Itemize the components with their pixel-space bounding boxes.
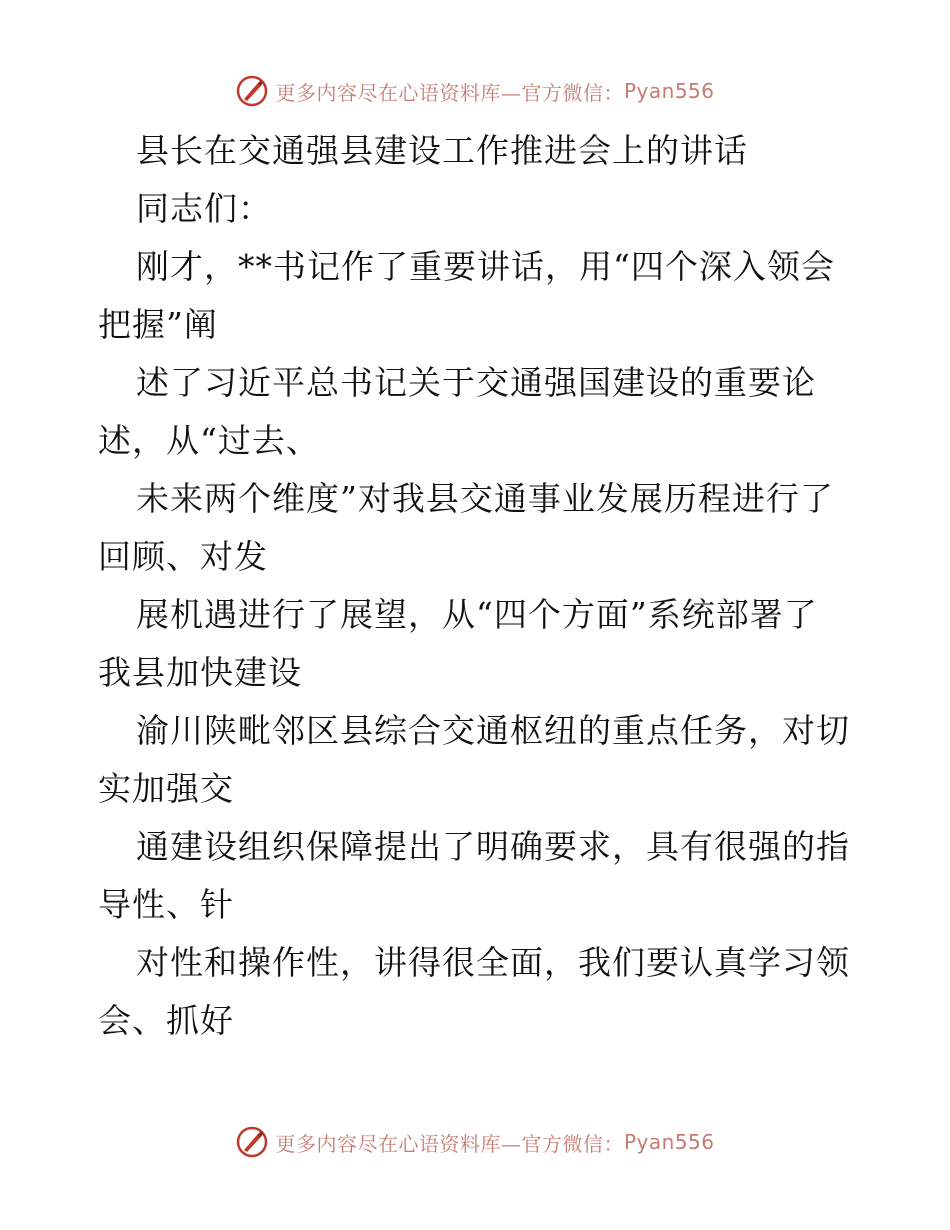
- text-line: 刚才，**书记作了重要讲话，用“四个深入领会: [136, 247, 835, 286]
- header-watermark: [0, 74, 950, 108]
- text-line: 通建设组织保障提出了明确要求，具有很强的指: [136, 827, 850, 866]
- pen-circle-logo-icon: [235, 1125, 269, 1159]
- text-line: 渝川陕毗邻区县综合交通枢纽的重点任务，对切: [136, 711, 850, 750]
- text-line: 导性、针: [98, 885, 234, 924]
- text-line: 会、抓好: [98, 1001, 234, 1040]
- text-line: 回顾、对发: [98, 537, 268, 576]
- pen-circle-logo-icon: [235, 74, 269, 108]
- banner-brand: Pyan556: [623, 1130, 715, 1154]
- document-title: 县长在交通强县建设工作推进会上的讲话: [136, 131, 748, 170]
- text-line: 实加强交: [98, 769, 234, 808]
- banner-text: 更多内容尽在心语资料库—官方微信：: [275, 1131, 624, 1156]
- text-line: 述了习近平总书记关于交通强国建设的重要论: [136, 363, 816, 402]
- banner-brand: Pyan556: [623, 79, 715, 103]
- text-line: 述，从“过去、: [98, 421, 320, 460]
- text-line: 对性和操作性，讲得很全面，我们要认真学习领: [136, 943, 850, 982]
- banner-text: 更多内容尽在心语资料库—官方微信：: [275, 80, 624, 105]
- text-line: 我县加快建设: [98, 653, 302, 692]
- text-line: 展机遇进行了展望，从“四个方面”系统部署了: [136, 595, 818, 634]
- salutation: 同志们：: [136, 189, 272, 228]
- text-line: 未来两个维度”对我县交通事业发展历程进行了: [136, 479, 834, 518]
- footer-watermark: [0, 1125, 950, 1159]
- text-line: 把握”阐: [98, 305, 218, 344]
- document-body: [98, 122, 868, 1050]
